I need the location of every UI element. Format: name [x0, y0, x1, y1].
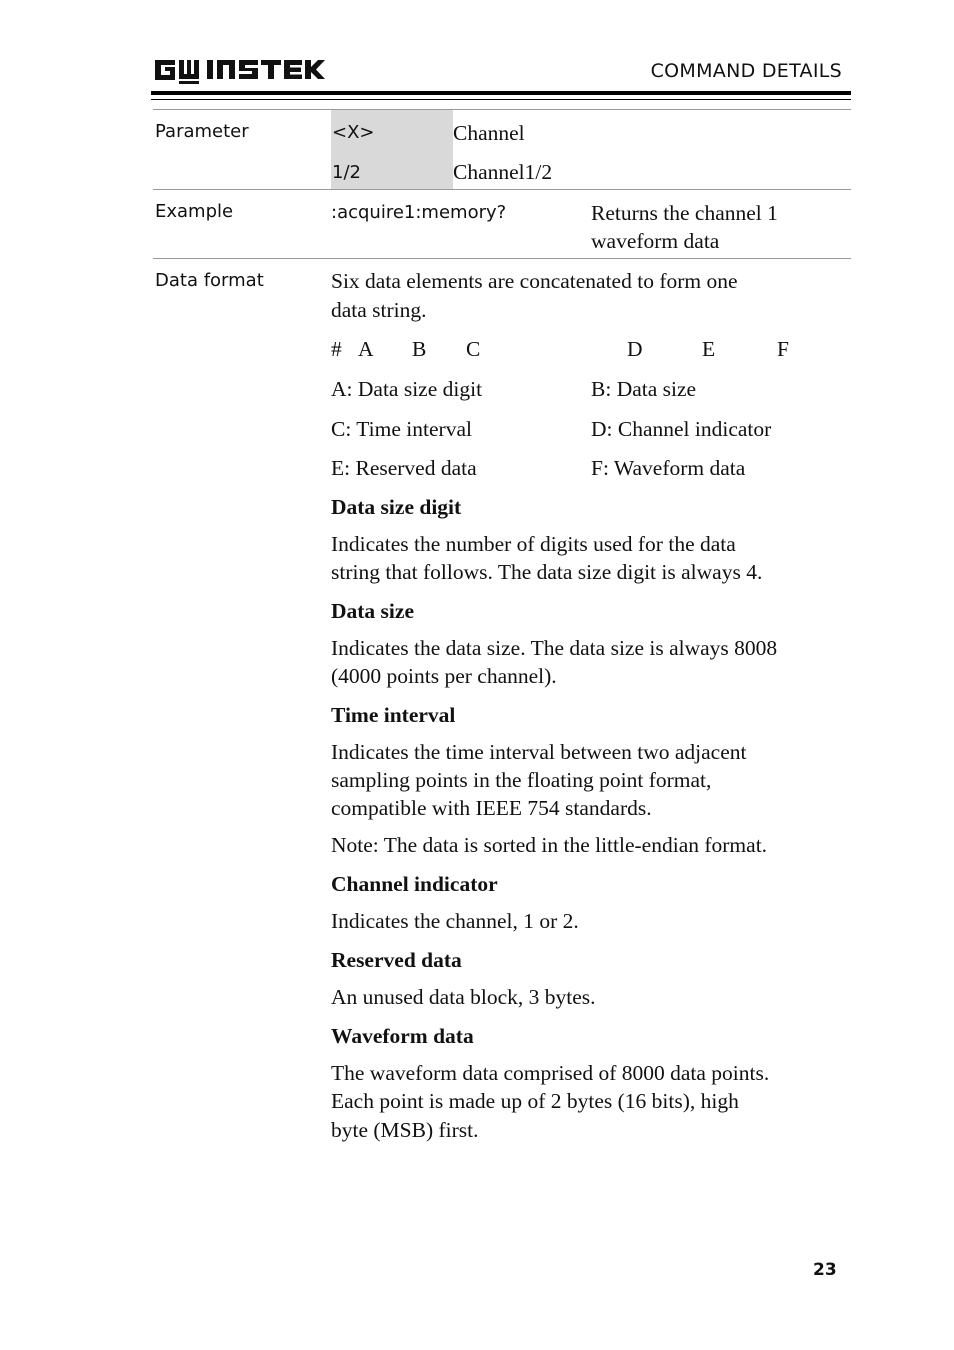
parameter-desc-x: Channel: [453, 121, 525, 145]
example-desc-line1: Returns the channel 1: [591, 201, 778, 225]
data-size-digit-line2: string that follows. The data size digit is always 4.: [331, 560, 763, 584]
section-title: COMMAND DETAILS: [650, 60, 842, 82]
sequence-e: E: [702, 337, 716, 361]
page-number: 23: [813, 1260, 837, 1280]
data-size-digit-line1: Indicates the number of digits used for the data: [331, 532, 736, 556]
data-format-intro-line2: data string.: [331, 298, 427, 322]
heading-data-size: Data size: [331, 599, 414, 623]
parameter-label: Parameter: [155, 121, 249, 142]
example-desc-line2: waveform data: [591, 229, 720, 253]
heading-waveform-data: Waveform data: [331, 1024, 474, 1048]
data-format-label: Data format: [155, 270, 264, 291]
time-interval-line3: compatible with IEEE 754 standards.: [331, 796, 652, 820]
legend-b: B: Data size: [591, 377, 697, 401]
data-format-intro-line1: Six data elements are concatenated to form one: [331, 269, 738, 293]
time-interval-line2: sampling points in the floating point format,: [331, 768, 712, 792]
time-interval-line1: Indicates the time interval between two adjacent: [331, 740, 747, 764]
sequence-a: A: [358, 337, 374, 361]
parameter-code-12: 1/2: [332, 162, 361, 183]
header-rule-thin: [151, 99, 851, 100]
heading-channel-indicator: Channel indicator: [331, 872, 498, 896]
channel-indicator-line1: Indicates the channel, 1 or 2.: [331, 909, 579, 933]
parameter-code-x: <X>: [332, 122, 375, 143]
legend-e: E: Reserved data: [331, 456, 477, 480]
example-command: :acquire1:memory?: [331, 202, 507, 223]
sequence-d: D: [627, 337, 643, 361]
legend-c: C: Time interval: [331, 417, 472, 441]
heading-data-size-digit: Data size digit: [331, 495, 462, 519]
example-label: Example: [155, 201, 234, 222]
table-rule-top: [153, 109, 851, 110]
heading-reserved-data: Reserved data: [331, 948, 462, 972]
heading-time-interval: Time interval: [331, 703, 456, 727]
data-size-line1: Indicates the data size. The data size is always 8008: [331, 636, 778, 660]
reserved-data-line1: An unused data block, 3 bytes.: [331, 985, 596, 1009]
sequence-c: C: [466, 337, 481, 361]
time-interval-note: Note: The data is sorted in the little-endian format.: [331, 833, 768, 857]
legend-f: F: Waveform data: [591, 456, 746, 480]
legend-a: A: Data size digit: [331, 377, 483, 401]
waveform-data-line3: byte (MSB) first.: [331, 1118, 479, 1142]
waveform-data-line1: The waveform data comprised of 8000 data points.: [331, 1061, 770, 1085]
table-rule-parameter: [153, 189, 851, 190]
waveform-data-line2: Each point is made up of 2 bytes (16 bits), high: [331, 1089, 739, 1113]
table-rule-example: [153, 258, 851, 259]
data-size-line2: (4000 points per channel).: [331, 664, 557, 688]
header-rule-thick: [151, 91, 851, 95]
sequence-hash: #: [331, 337, 342, 361]
legend-d: D: Channel indicator: [591, 417, 772, 441]
parameter-desc-12: Channel1/2: [453, 160, 553, 184]
sequence-f: F: [777, 337, 789, 361]
gw-instek-logo: [153, 56, 325, 84]
sequence-b: B: [412, 337, 427, 361]
